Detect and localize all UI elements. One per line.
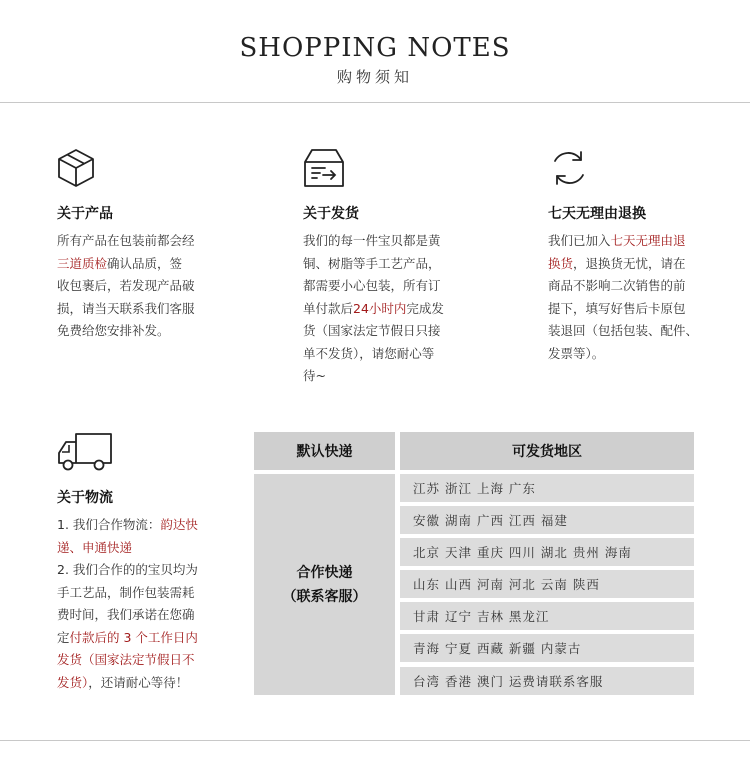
page-title-chinese: 购物须知 [336, 68, 413, 86]
product-title: 关于产品 [57, 206, 113, 222]
shipping-title: 关于发货 [303, 206, 359, 222]
table-row: 青海 宁夏 西藏 新疆 内蒙古 [400, 634, 694, 662]
table-header-courier: 默认快递 [254, 432, 395, 470]
box-icon [57, 148, 95, 188]
logistics-text: 1. 我们合作物流：韵达快 递、申通快递 2. 我们合作的的宝贝均为 手工艺品，制作包装需耗 费时间，我们承诺在您确 定付款后的 3 个工作日内 发货（国家法定节假日不 发货），还请耐心等待！ [57, 517, 198, 690]
courier-contact-note: （联系客服） [282, 588, 367, 605]
table-row: 山东 山西 河南 河北 云南 陕西 [400, 570, 694, 598]
table-row: 北京 天津 重庆 四川 湖北 贵州 海南 [400, 538, 694, 566]
table-row: 安徽 湖南 广西 江西 福建 [400, 506, 694, 534]
table-row: 台湾 香港 澳门 运费请联系客服 [400, 667, 694, 695]
refresh-icon [548, 147, 590, 189]
logistics-title: 关于物流 [57, 490, 113, 506]
table-header-regions: 可发货地区 [400, 432, 694, 470]
table-row: 甘肃 辽宁 吉林 黑龙江 [400, 602, 694, 630]
page-title-english: SHOPPING NOTES [239, 33, 511, 63]
delivery-box-icon [303, 148, 347, 188]
shipping-text: 我们的每一件宝贝都是黄 铜、树脂等手工艺产品， 都需要小心包装，所有订 单付款后24小时内完成发 货（国家法定节假日只接 单不发货），请您耐心等 待~ [303, 233, 444, 383]
courier-name: 合作快递 [296, 564, 353, 581]
courier-cell [254, 474, 395, 695]
truck-icon [57, 432, 113, 472]
returns-text: 我们已加入七天无理由退 换货，退换货无忧，请在 商品不影响二次销售的前 提下，填写好售后卡原包 装退回（包括包装、配件、 发票等）。 [548, 233, 699, 361]
top-divider [0, 102, 750, 103]
table-row: 江苏 浙江 上海 广东 [400, 474, 694, 502]
returns-title: 七天无理由退换 [548, 206, 646, 222]
bottom-divider [0, 740, 750, 741]
product-text: 所有产品在包装前都会经 三道质检确认品质，签 收包裹后，若发现产品破 损，请当天联系我们客服 免费给您安排补发。 [57, 233, 195, 338]
